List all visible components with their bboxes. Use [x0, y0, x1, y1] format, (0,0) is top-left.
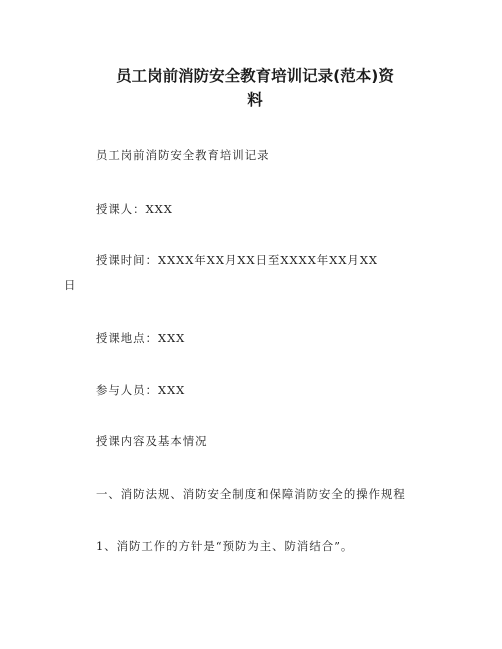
document-title: [72, 64, 438, 112]
training-time-continuation: 日: [64, 278, 77, 292]
record-heading: 员工岗前消防安全教育培训记录: [96, 148, 270, 162]
item-one-text: 1、消防工作的方针是“预防为主、防消结合”。: [96, 539, 354, 553]
instructor-line: 授课人：XXX: [96, 202, 173, 216]
training-time-line: 授课时间：XXXX年XX月XX日至XXXX年XX月XX: [96, 253, 379, 267]
content-heading: 授课内容及基本情况: [96, 434, 208, 448]
title-line-1: 员工岗前消防安全教育培训记录(范本)资: [116, 67, 394, 85]
title-line-2: 料: [247, 91, 263, 109]
location-line: 授课地点：XXX: [96, 331, 186, 345]
participants-line: 参与人员：XXX: [96, 383, 186, 397]
section-one-heading: 一、消防法规、消防安全制度和保障消防安全的操作规程: [96, 487, 406, 501]
